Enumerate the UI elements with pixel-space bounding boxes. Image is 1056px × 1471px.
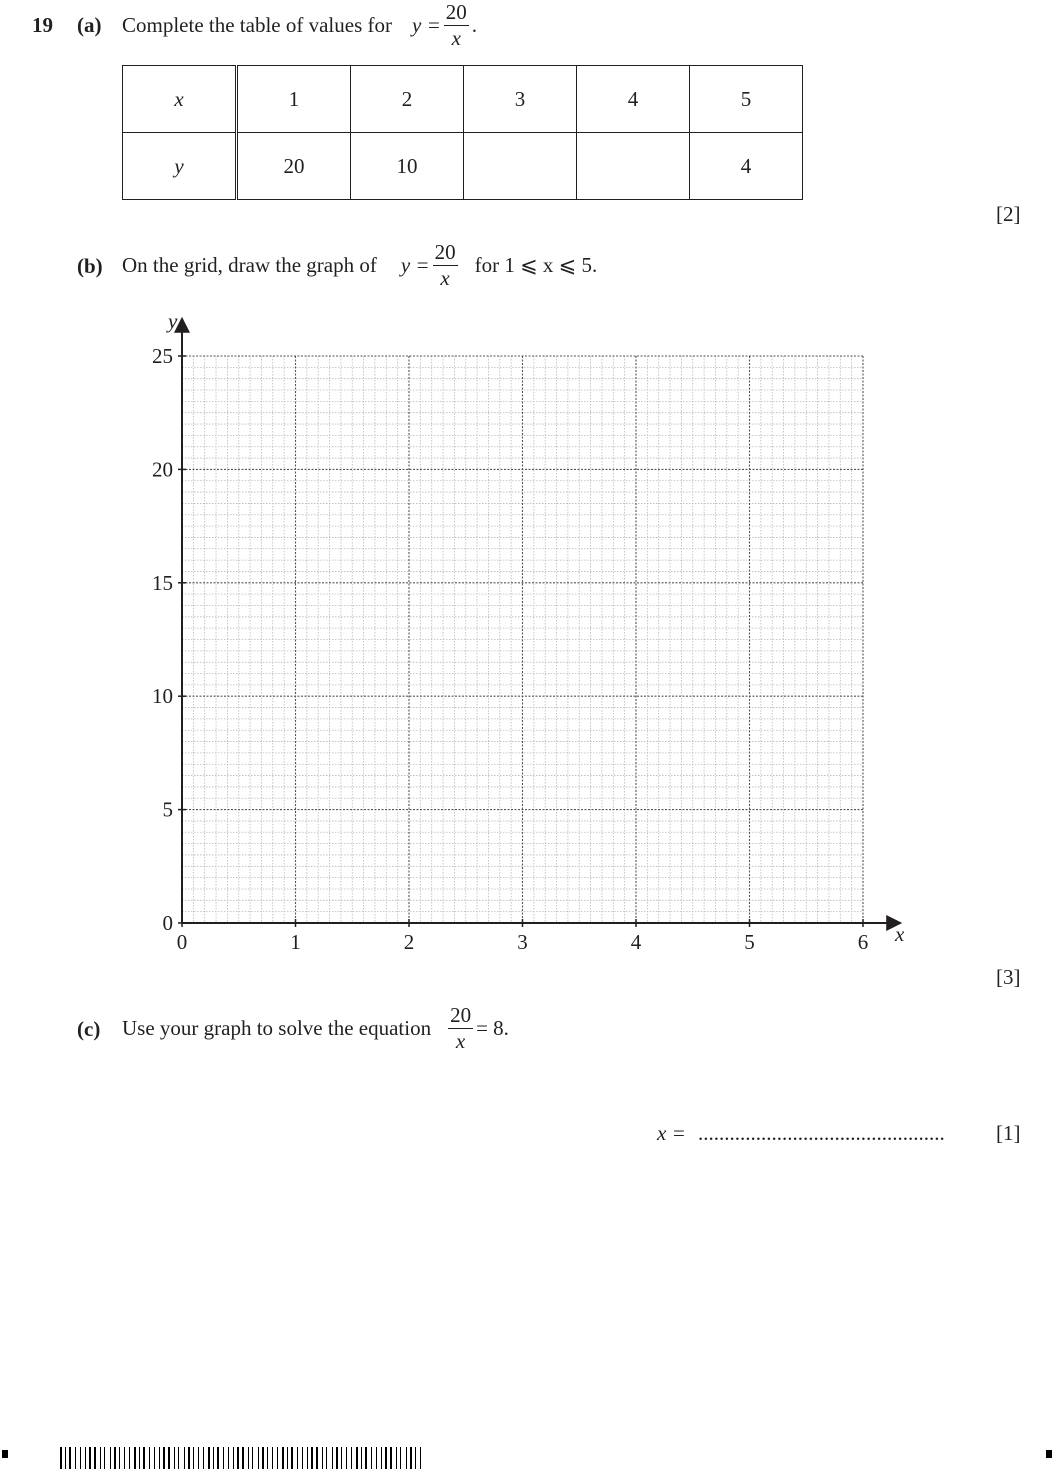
- table-of-values: [122, 65, 803, 200]
- part-b-fraction-denominator: x: [440, 265, 450, 290]
- part-c-fraction-numerator: 20: [450, 1002, 472, 1027]
- barcode-bar: [69, 1447, 71, 1469]
- barcode-bar: [188, 1447, 190, 1469]
- barcode-bar: [332, 1447, 333, 1469]
- barcode-bar: [174, 1447, 175, 1469]
- y-tick-label: 15: [152, 570, 173, 595]
- barcode-bar: [237, 1447, 239, 1469]
- table-cell-x-5: 5: [690, 66, 803, 133]
- barcode-bar: [228, 1447, 229, 1469]
- barcode-bar: [60, 1447, 62, 1469]
- table-cell-x-2: 2: [351, 66, 464, 133]
- x-tick-label: 5: [744, 930, 755, 954]
- barcode: [60, 1447, 425, 1469]
- barcode-bar: [406, 1447, 407, 1469]
- answer-field[interactable]: ...............................................: [698, 1121, 945, 1145]
- part-b-equation-lhs: y =: [400, 252, 430, 277]
- table-header-x: x: [123, 66, 237, 133]
- table-row-x: [123, 66, 803, 133]
- barcode-bar: [341, 1447, 342, 1469]
- table-cell-y-3[interactable]: [464, 133, 577, 200]
- barcode-bar: [291, 1447, 293, 1469]
- barcode-bar: [159, 1447, 160, 1469]
- graph-marks: [3]: [996, 965, 1021, 989]
- registration-mark-right: [1046, 1450, 1052, 1458]
- part-a-equation-lhs: y =: [412, 12, 441, 37]
- barcode-bar: [114, 1447, 116, 1469]
- x-tick-label: 2: [403, 930, 415, 954]
- barcode-bar: [307, 1447, 308, 1469]
- part-b-label: (b): [77, 254, 103, 278]
- barcode-bar: [184, 1447, 185, 1469]
- table-header-y: y: [123, 133, 237, 200]
- part-c-equation-rhs: = 8.: [476, 1015, 509, 1040]
- part-a-marks: [2]: [996, 202, 1021, 226]
- table-cell-y-4[interactable]: [577, 133, 690, 200]
- barcode-bar: [75, 1447, 76, 1469]
- part-c-prompt: [122, 1003, 509, 1053]
- part-b-prompt: [122, 240, 597, 290]
- registration-mark-left: [2, 1450, 8, 1458]
- part-a-prompt: [122, 0, 477, 50]
- barcode-bar: [371, 1447, 372, 1469]
- tick-marks: [178, 356, 863, 927]
- part-a-end: .: [471, 12, 477, 37]
- barcode-bar: [272, 1447, 273, 1469]
- barcode-bar: [104, 1447, 105, 1469]
- barcode-bar: [365, 1447, 367, 1469]
- barcode-bar: [311, 1447, 313, 1469]
- barcode-bar: [356, 1447, 358, 1469]
- axes: [166, 309, 905, 946]
- part-b-fraction: [433, 239, 458, 290]
- barcode-bar: [287, 1447, 288, 1469]
- barcode-bar: [100, 1447, 101, 1469]
- barcode-bar: [203, 1447, 204, 1469]
- y-axis-label: y: [168, 309, 178, 333]
- barcode-bar: [217, 1447, 219, 1469]
- table-cell-y-5: 4: [690, 133, 803, 200]
- barcode-bar: [163, 1447, 165, 1469]
- barcode-bar: [85, 1447, 86, 1469]
- barcode-bar: [242, 1447, 244, 1469]
- barcode-bar: [80, 1447, 81, 1469]
- barcode-bar: [193, 1447, 194, 1469]
- barcode-bar: [302, 1447, 303, 1469]
- barcode-bar: [213, 1447, 214, 1469]
- x-tick-label: 1: [290, 930, 301, 954]
- barcode-bar: [336, 1447, 338, 1469]
- barcode-bar: [168, 1447, 170, 1469]
- table-row-y: [123, 133, 803, 200]
- part-b-fraction-numerator: 20: [434, 239, 456, 264]
- barcode-bar: [346, 1447, 347, 1469]
- x-axis-label: x: [895, 922, 905, 946]
- barcode-bar: [198, 1447, 199, 1469]
- barcode-bar: [248, 1447, 249, 1469]
- barcode-bar: [94, 1447, 96, 1469]
- barcode-bar: [390, 1447, 392, 1469]
- part-a-fraction-numerator: 20: [445, 0, 467, 24]
- part-c-fraction: [448, 1002, 473, 1053]
- x-tick-label: 4: [630, 930, 642, 954]
- part-c-text: Use your graph to solve the equation: [122, 1015, 432, 1040]
- answer-label: x =: [657, 1121, 686, 1145]
- barcode-bar: [154, 1447, 155, 1469]
- barcode-bar: [129, 1447, 130, 1469]
- barcode-bar: [277, 1447, 278, 1469]
- x-tick-label: 0: [176, 930, 188, 954]
- part-a-fraction-denominator: x: [451, 25, 461, 50]
- table-cell-x-1: 1: [237, 66, 351, 133]
- barcode-bar: [361, 1447, 362, 1469]
- barcode-bar: [149, 1447, 150, 1469]
- part-b-text: On the grid, draw the graph of: [122, 252, 377, 277]
- y-tick-label: 0: [162, 911, 173, 935]
- barcode-bar: [396, 1447, 397, 1469]
- x-tick-label: 3: [517, 930, 528, 954]
- barcode-bar: [110, 1447, 111, 1469]
- part-c-marks: [1]: [996, 1121, 1021, 1145]
- barcode-bar: [233, 1447, 234, 1469]
- part-c-label: (c): [77, 1017, 101, 1041]
- barcode-bar: [282, 1447, 284, 1469]
- barcode-bar: [420, 1447, 421, 1469]
- part-c-fraction-denominator: x: [455, 1028, 466, 1053]
- barcode-bar: [415, 1447, 416, 1469]
- barcode-bar: [143, 1447, 145, 1469]
- barcode-bar: [410, 1447, 412, 1469]
- barcode-bar: [89, 1447, 91, 1469]
- y-tick-label: 25: [152, 344, 173, 368]
- barcode-bar: [326, 1447, 327, 1469]
- table-cell-x-3: 3: [464, 66, 577, 133]
- barcode-bar: [267, 1447, 268, 1469]
- part-b-range: for 1 ⩽ x ⩽ 5.: [474, 252, 598, 277]
- y-tick-label: 10: [152, 684, 173, 709]
- part-a-label: (a): [77, 13, 102, 37]
- barcode-bar: [65, 1447, 66, 1469]
- barcode-bar: [139, 1447, 140, 1469]
- barcode-bar: [178, 1447, 179, 1469]
- barcode-bar: [351, 1447, 352, 1469]
- part-a-text: Complete the table of values for: [122, 12, 392, 37]
- barcode-bar: [381, 1447, 382, 1469]
- barcode-bar: [297, 1447, 298, 1469]
- barcode-bar: [134, 1447, 136, 1469]
- barcode-bar: [208, 1447, 210, 1469]
- barcode-bar: [376, 1447, 377, 1469]
- barcode-bar: [252, 1447, 253, 1469]
- barcode-bar: [322, 1447, 323, 1469]
- y-tick-label: 5: [162, 797, 173, 822]
- table-cell-x-4: 4: [577, 66, 690, 133]
- barcode-bar: [400, 1447, 401, 1469]
- barcode-bar: [124, 1447, 125, 1469]
- x-tick-label: 6: [857, 930, 869, 954]
- barcode-bar: [119, 1447, 120, 1469]
- question-number: 19: [32, 13, 53, 37]
- barcode-bar: [316, 1447, 318, 1469]
- barcode-bar: [258, 1447, 259, 1469]
- barcode-bar: [223, 1447, 224, 1469]
- barcode-bar: [262, 1447, 264, 1469]
- table-cell-y-2: 10: [351, 133, 464, 200]
- part-a-fraction: [444, 2, 469, 49]
- table-cell-y-1: 20: [237, 133, 351, 200]
- barcode-bar: [385, 1447, 387, 1469]
- y-tick-label: 20: [152, 457, 173, 482]
